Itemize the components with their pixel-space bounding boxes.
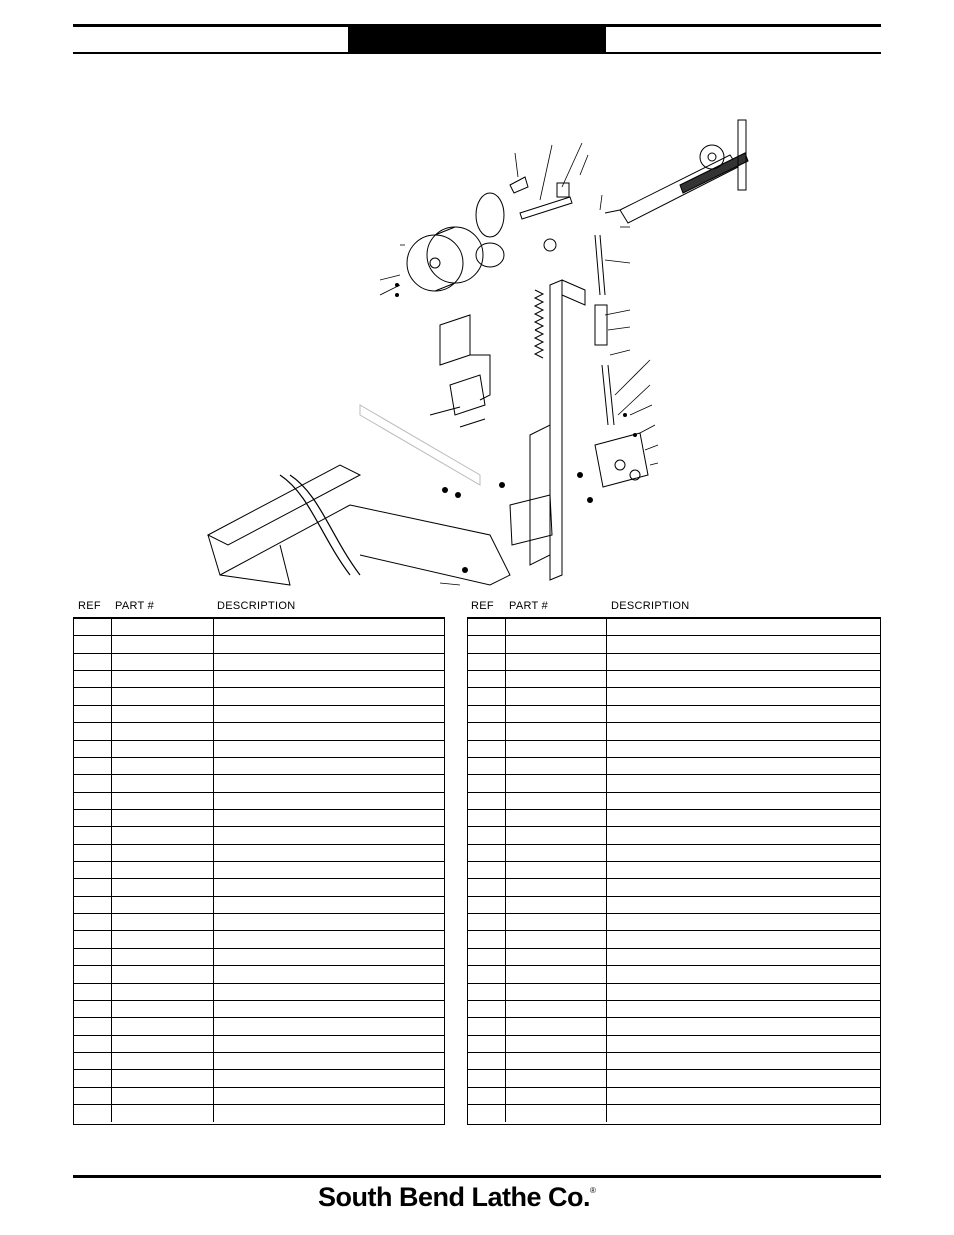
description-cell (607, 723, 880, 739)
ref-cell (468, 758, 506, 774)
part-cell (112, 706, 214, 722)
table-header-left (73, 597, 445, 617)
part-cell (506, 1018, 607, 1034)
table-row (468, 688, 880, 705)
description-cell (214, 879, 444, 895)
ref-cell (74, 688, 112, 704)
part-cell (506, 793, 607, 809)
table-header-right (467, 597, 881, 617)
ref-cell (468, 1053, 506, 1069)
description-cell (214, 862, 444, 878)
side-bracket (510, 433, 648, 545)
ref-cell (468, 1105, 506, 1122)
ref-cell (74, 931, 112, 947)
description-cell (607, 966, 880, 982)
part-cell (506, 1105, 607, 1122)
part-cell (506, 966, 607, 982)
description-cell (607, 1018, 880, 1034)
table-row (468, 1036, 880, 1053)
table-row (74, 1053, 444, 1070)
table-row (468, 1105, 880, 1122)
table-row (74, 984, 444, 1001)
part-cell (112, 619, 214, 635)
col-ref-header: REF (471, 600, 494, 612)
header-title-block (348, 27, 606, 53)
description-cell (214, 984, 444, 1000)
table-row (74, 741, 444, 758)
ref-cell (74, 654, 112, 670)
ref-cell (74, 775, 112, 791)
description-cell (214, 845, 444, 861)
table-row (74, 758, 444, 775)
spring (535, 290, 543, 358)
ref-cell (468, 741, 506, 757)
description-cell (607, 879, 880, 895)
description-cell (607, 706, 880, 722)
ref-cell (74, 671, 112, 687)
ref-cell (468, 1036, 506, 1052)
description-cell (607, 636, 880, 652)
footer-rule (73, 1175, 881, 1178)
ref-cell (468, 636, 506, 652)
part-cell (112, 810, 214, 826)
table-row (468, 671, 880, 688)
table-row (74, 1105, 444, 1122)
description-cell (214, 1088, 444, 1104)
part-cell (506, 827, 607, 843)
ref-cell (468, 654, 506, 670)
description-cell (214, 1036, 444, 1052)
part-cell (506, 688, 607, 704)
description-cell (214, 636, 444, 652)
leader-lines (380, 143, 658, 585)
col-part-header: PART # (509, 600, 549, 612)
table-row (74, 619, 444, 636)
ref-cell (468, 931, 506, 947)
part-cell (112, 741, 214, 757)
registered-mark: ® (589, 1186, 596, 1195)
part-cell (506, 636, 607, 652)
table-row (468, 1070, 880, 1087)
table-row (468, 845, 880, 862)
table-row (74, 723, 444, 740)
description-cell (607, 775, 880, 791)
description-cell (214, 931, 444, 947)
part-cell (506, 1088, 607, 1104)
ref-cell (74, 1018, 112, 1034)
brand-logo (318, 1182, 595, 1213)
part-cell (112, 827, 214, 843)
part-cell (112, 984, 214, 1000)
description-cell (607, 654, 880, 670)
table-row (468, 1053, 880, 1070)
table-row (468, 949, 880, 966)
part-cell (112, 1070, 214, 1086)
part-cell (112, 1018, 214, 1034)
description-cell (607, 1105, 880, 1122)
ref-cell (74, 1070, 112, 1086)
table-row (74, 1001, 444, 1018)
ref-cell (74, 984, 112, 1000)
description-cell (214, 619, 444, 635)
part-cell (506, 1001, 607, 1017)
description-cell (607, 688, 880, 704)
ref-cell (468, 1001, 506, 1017)
part-cell (112, 931, 214, 947)
ref-cell (74, 897, 112, 913)
ref-cell (468, 706, 506, 722)
ref-cell (468, 966, 506, 982)
table-row (74, 654, 444, 671)
description-cell (214, 741, 444, 757)
description-cell (214, 654, 444, 670)
table-row (74, 1036, 444, 1053)
col-ref-header: REF (78, 600, 101, 612)
pedal-bracket (430, 315, 490, 427)
description-cell (214, 793, 444, 809)
vertical-frame (530, 280, 585, 580)
header-bottom-rule (73, 52, 881, 54)
description-cell (607, 862, 880, 878)
part-cell (112, 949, 214, 965)
description-cell (214, 775, 444, 791)
part-cell (506, 949, 607, 965)
table-row (74, 775, 444, 792)
shaft-parts (510, 177, 572, 251)
table-row (74, 1088, 444, 1105)
description-cell (607, 1001, 880, 1017)
table-row (74, 636, 444, 653)
part-cell (112, 1001, 214, 1017)
ref-cell (468, 1018, 506, 1034)
ref-cell (74, 845, 112, 861)
ref-cell (468, 1088, 506, 1104)
table-row (74, 862, 444, 879)
table-row (74, 897, 444, 914)
ref-cell (74, 862, 112, 878)
ref-cell (468, 1070, 506, 1086)
part-cell (112, 654, 214, 670)
ref-cell (74, 1088, 112, 1104)
description-cell (607, 949, 880, 965)
table-row (468, 723, 880, 740)
table-row (468, 914, 880, 931)
description-cell (607, 741, 880, 757)
part-cell (112, 1053, 214, 1069)
ref-cell (74, 706, 112, 722)
description-cell (607, 619, 880, 635)
ref-cell (74, 1036, 112, 1052)
ref-cell (468, 810, 506, 826)
ref-cell (468, 879, 506, 895)
description-cell (214, 1105, 444, 1122)
description-cell (214, 1001, 444, 1017)
col-description-header: DESCRIPTION (611, 600, 690, 612)
foot-pedal-frame (208, 405, 510, 585)
part-cell (506, 1053, 607, 1069)
description-cell (607, 810, 880, 826)
parts-table-right (467, 597, 881, 1125)
description-cell (214, 706, 444, 722)
description-cell (607, 758, 880, 774)
table-row (468, 879, 880, 896)
part-cell (506, 1070, 607, 1086)
description-cell (214, 897, 444, 913)
table-row (74, 845, 444, 862)
exploded-parts-diagram (190, 115, 770, 595)
ref-cell (468, 793, 506, 809)
part-cell (112, 845, 214, 861)
ref-cell (74, 810, 112, 826)
table-row (74, 706, 444, 723)
description-cell (214, 1018, 444, 1034)
part-cell (506, 845, 607, 861)
table-row (74, 827, 444, 844)
description-cell (214, 1053, 444, 1069)
ref-cell (74, 723, 112, 739)
table-row (468, 619, 880, 636)
part-cell (112, 688, 214, 704)
table-row (468, 793, 880, 810)
part-cell (112, 1036, 214, 1052)
ref-cell (468, 949, 506, 965)
table-row (468, 1018, 880, 1035)
ref-cell (74, 949, 112, 965)
small-hardware (395, 283, 637, 573)
description-cell (214, 914, 444, 930)
ref-cell (74, 741, 112, 757)
table-row (74, 879, 444, 896)
description-cell (214, 827, 444, 843)
table-row (74, 914, 444, 931)
part-cell (112, 1105, 214, 1122)
description-cell (607, 793, 880, 809)
ref-cell (468, 671, 506, 687)
parts-grid-right (467, 617, 881, 1125)
ref-cell (468, 914, 506, 930)
table-row (468, 931, 880, 948)
ref-cell (74, 1053, 112, 1069)
description-cell (214, 758, 444, 774)
part-cell (506, 654, 607, 670)
table-row (74, 793, 444, 810)
col-description-header: DESCRIPTION (217, 600, 296, 612)
part-cell (506, 984, 607, 1000)
part-cell (506, 914, 607, 930)
part-cell (506, 758, 607, 774)
table-row (74, 810, 444, 827)
ref-cell (74, 827, 112, 843)
ref-cell (468, 845, 506, 861)
table-row (74, 1018, 444, 1035)
table-row (468, 862, 880, 879)
ref-cell (468, 619, 506, 635)
table-row (74, 688, 444, 705)
table-row (468, 1088, 880, 1105)
ref-cell (74, 619, 112, 635)
table-row (468, 758, 880, 775)
description-cell (607, 984, 880, 1000)
part-cell (506, 741, 607, 757)
part-cell (506, 706, 607, 722)
table-row (74, 931, 444, 948)
table-row (468, 636, 880, 653)
description-cell (607, 931, 880, 947)
part-cell (506, 775, 607, 791)
description-cell (214, 1070, 444, 1086)
ref-cell (468, 723, 506, 739)
part-cell (112, 1088, 214, 1104)
description-cell (214, 810, 444, 826)
table-row (74, 949, 444, 966)
table-row (468, 810, 880, 827)
ref-cell (468, 775, 506, 791)
part-cell (506, 931, 607, 947)
ref-cell (468, 897, 506, 913)
part-cell (112, 914, 214, 930)
part-cell (112, 723, 214, 739)
description-cell (607, 897, 880, 913)
table-row (468, 775, 880, 792)
description-cell (607, 1036, 880, 1052)
table-row (468, 897, 880, 914)
description-cell (214, 966, 444, 982)
part-cell (506, 810, 607, 826)
table-row (468, 827, 880, 844)
pulley-wheel (407, 193, 504, 291)
ref-cell (468, 862, 506, 878)
part-cell (506, 619, 607, 635)
description-cell (607, 914, 880, 930)
part-cell (112, 966, 214, 982)
description-cell (214, 949, 444, 965)
part-cell (112, 879, 214, 895)
table-row (468, 706, 880, 723)
table-row (468, 654, 880, 671)
ref-cell (74, 914, 112, 930)
ref-cell (74, 966, 112, 982)
part-cell (112, 897, 214, 913)
table-row (468, 741, 880, 758)
ref-cell (74, 1001, 112, 1017)
part-cell (112, 758, 214, 774)
ref-cell (74, 1105, 112, 1122)
ref-cell (74, 879, 112, 895)
description-cell (607, 827, 880, 843)
threaded-rod (595, 235, 614, 425)
description-cell (214, 688, 444, 704)
table-row (74, 671, 444, 688)
part-cell (506, 862, 607, 878)
ref-cell (468, 827, 506, 843)
col-part-header: PART # (115, 600, 155, 612)
table-row (74, 1070, 444, 1087)
table-row (468, 1001, 880, 1018)
part-cell (112, 636, 214, 652)
brand-text: South Bend Lathe Co. (318, 1182, 590, 1212)
ref-cell (74, 793, 112, 809)
ref-cell (468, 984, 506, 1000)
description-cell (214, 671, 444, 687)
description-cell (607, 1070, 880, 1086)
part-cell (506, 723, 607, 739)
ref-cell (74, 636, 112, 652)
description-cell (607, 1053, 880, 1069)
description-cell (607, 845, 880, 861)
description-cell (607, 671, 880, 687)
table-row (74, 966, 444, 983)
description-cell (607, 1088, 880, 1104)
part-cell (506, 897, 607, 913)
part-cell (112, 862, 214, 878)
table-row (468, 966, 880, 983)
part-cell (112, 671, 214, 687)
description-cell (214, 723, 444, 739)
part-cell (506, 879, 607, 895)
part-cell (506, 1036, 607, 1052)
ref-cell (74, 758, 112, 774)
part-cell (506, 671, 607, 687)
part-cell (112, 793, 214, 809)
part-cell (112, 775, 214, 791)
upper-arm-assembly (605, 120, 748, 223)
parts-grid-left (73, 617, 445, 1125)
table-row (468, 984, 880, 1001)
parts-table-left (73, 597, 445, 1125)
ref-cell (468, 688, 506, 704)
